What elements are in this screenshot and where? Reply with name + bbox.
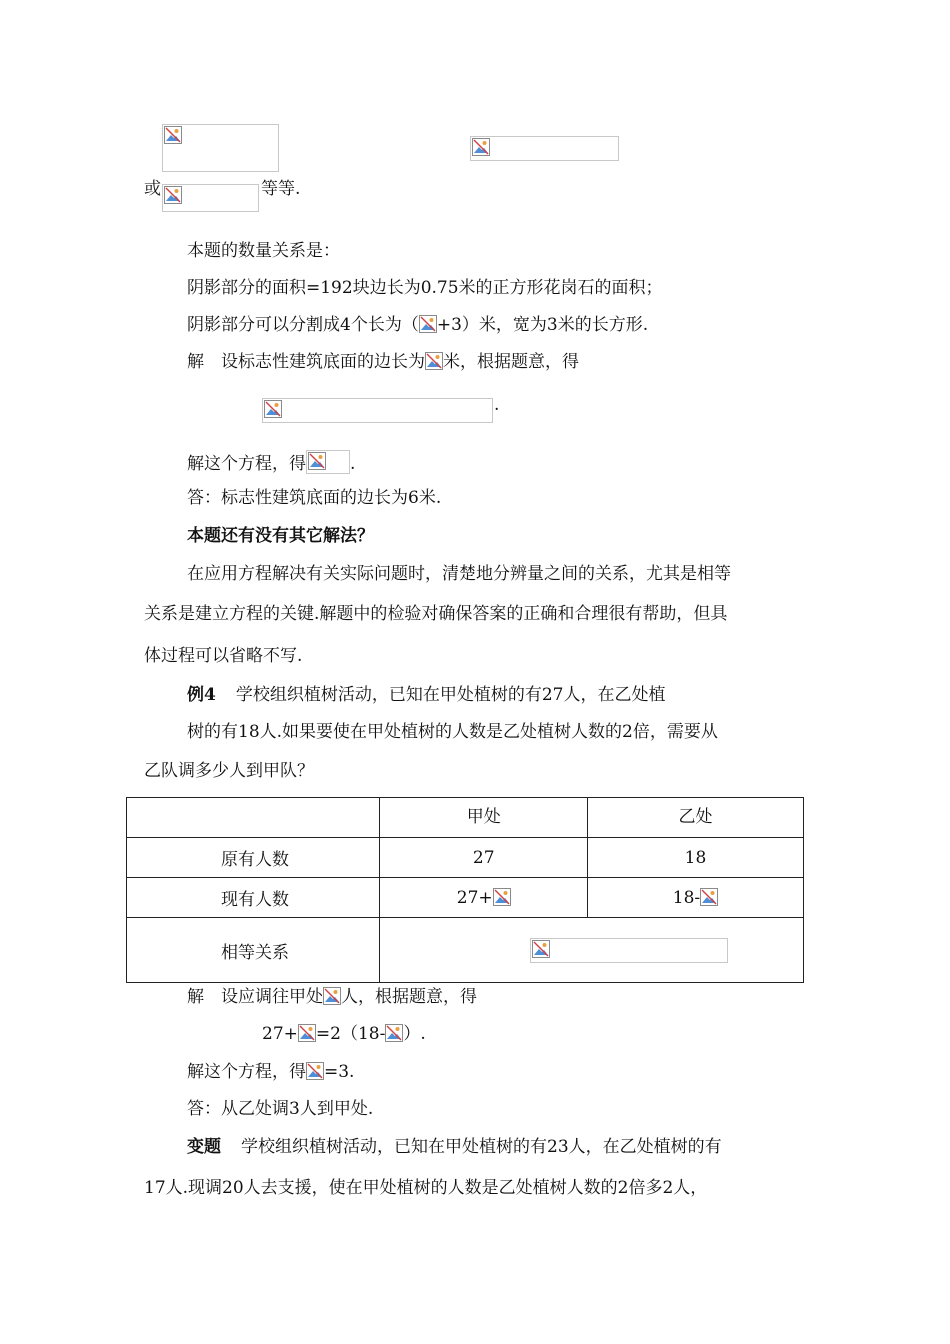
broken-image-icon [532,940,550,958]
text-line [144,178,161,200]
example-4-line: 树的有18人.如果要使在甲处植树的人数是乙处植树人数的2倍，需要从 [187,722,718,742]
equation-end: . [494,395,500,415]
table-cell: 18- [587,878,803,918]
table-row [127,838,804,878]
solution-2-solve: 解这个方程，得 =3. [187,1062,355,1082]
text-line [261,178,300,200]
broken-image-icon [419,315,437,333]
solution-1-solve: 解这个方程，得 . [187,450,355,475]
equation-image [262,398,493,423]
text-or: 或 [144,179,161,199]
table-cell: 18 [587,838,803,878]
discussion-heading: 本题还有没有其它解法？ [187,526,374,546]
image-placeholder [162,124,279,172]
table-header-cell: 甲处 [380,798,588,838]
relation-2: 阴影部分可以分割成4个长为（ +3）米，宽为3米的长方形. [187,315,649,335]
row-label: 现有人数 [127,878,380,918]
equation-image [530,938,728,963]
table-header-row [127,798,804,838]
image-placeholder [162,184,259,212]
analysis-intro: 本题的数量关系是： [187,241,340,261]
text-etc: 等等. [261,179,301,199]
table-cell: 27+ [380,878,588,918]
table-header-cell [127,798,380,838]
broken-image-icon [323,987,341,1005]
solution-2-equation: 27+ =2（18- ）. [262,1024,426,1044]
relation-1: 阴影部分的面积=192块边长为0.75米的正方形花岗石的面积； [187,278,663,298]
variant-line: 变题 学校组织植树活动，已知在甲处植树的有23人，在乙处植树的有 [187,1137,722,1157]
broken-image-icon [264,400,282,418]
broken-image-icon [298,1024,316,1042]
variant-label: 变题 [187,1137,221,1157]
example-4-line: 乙队调多少人到甲队？ [144,761,314,781]
solution-2-answer: 答：从乙处调3人到甲处. [187,1099,374,1119]
row-label: 原有人数 [127,838,380,878]
example-label: 例4 [187,685,216,705]
broken-image-icon [164,126,182,144]
table-cell [380,918,804,983]
table-header-cell: 乙处 [587,798,803,838]
example-4-line: 例4 学校组织植树活动，已知在甲处植树的有27人，在乙处植 [187,685,666,705]
broken-image-icon [385,1024,403,1042]
image-placeholder [470,136,619,161]
broken-image-icon [164,186,182,204]
variant-line: 17人.现调20人去支援，使在甲处植树的人数是乙处植树人数的2倍多2人， [144,1178,708,1198]
discussion-line: 关系是建立方程的关键.解题中的检验对确保答案的正确和合理很有帮助，但具 [144,604,728,624]
table-cell: 27 [380,838,588,878]
solution-1-answer: 答：标志性建筑底面的边长为6米. [187,488,442,508]
broken-image-icon [700,888,718,906]
broken-image-icon [308,452,326,470]
row-label: 相等关系 [127,918,380,983]
discussion-line: 体过程可以省略不写. [144,646,303,666]
discussion-line: 在应用方程解决有关实际问题时，清楚地分辨量之间的关系，尤其是相等 [187,564,731,584]
broken-image-icon [472,138,490,156]
data-table [126,797,804,983]
solution-1-setup: 解 设标志性建筑底面的边长为 米，根据题意，得 [187,352,579,372]
table-row [127,878,804,918]
broken-image-icon [493,888,511,906]
broken-image-icon [425,352,443,370]
table-row [127,918,804,983]
broken-image-icon [306,1062,324,1080]
solution-2-setup: 解 设应调往甲处 人，根据题意，得 [187,987,477,1007]
equation-image [306,450,350,474]
